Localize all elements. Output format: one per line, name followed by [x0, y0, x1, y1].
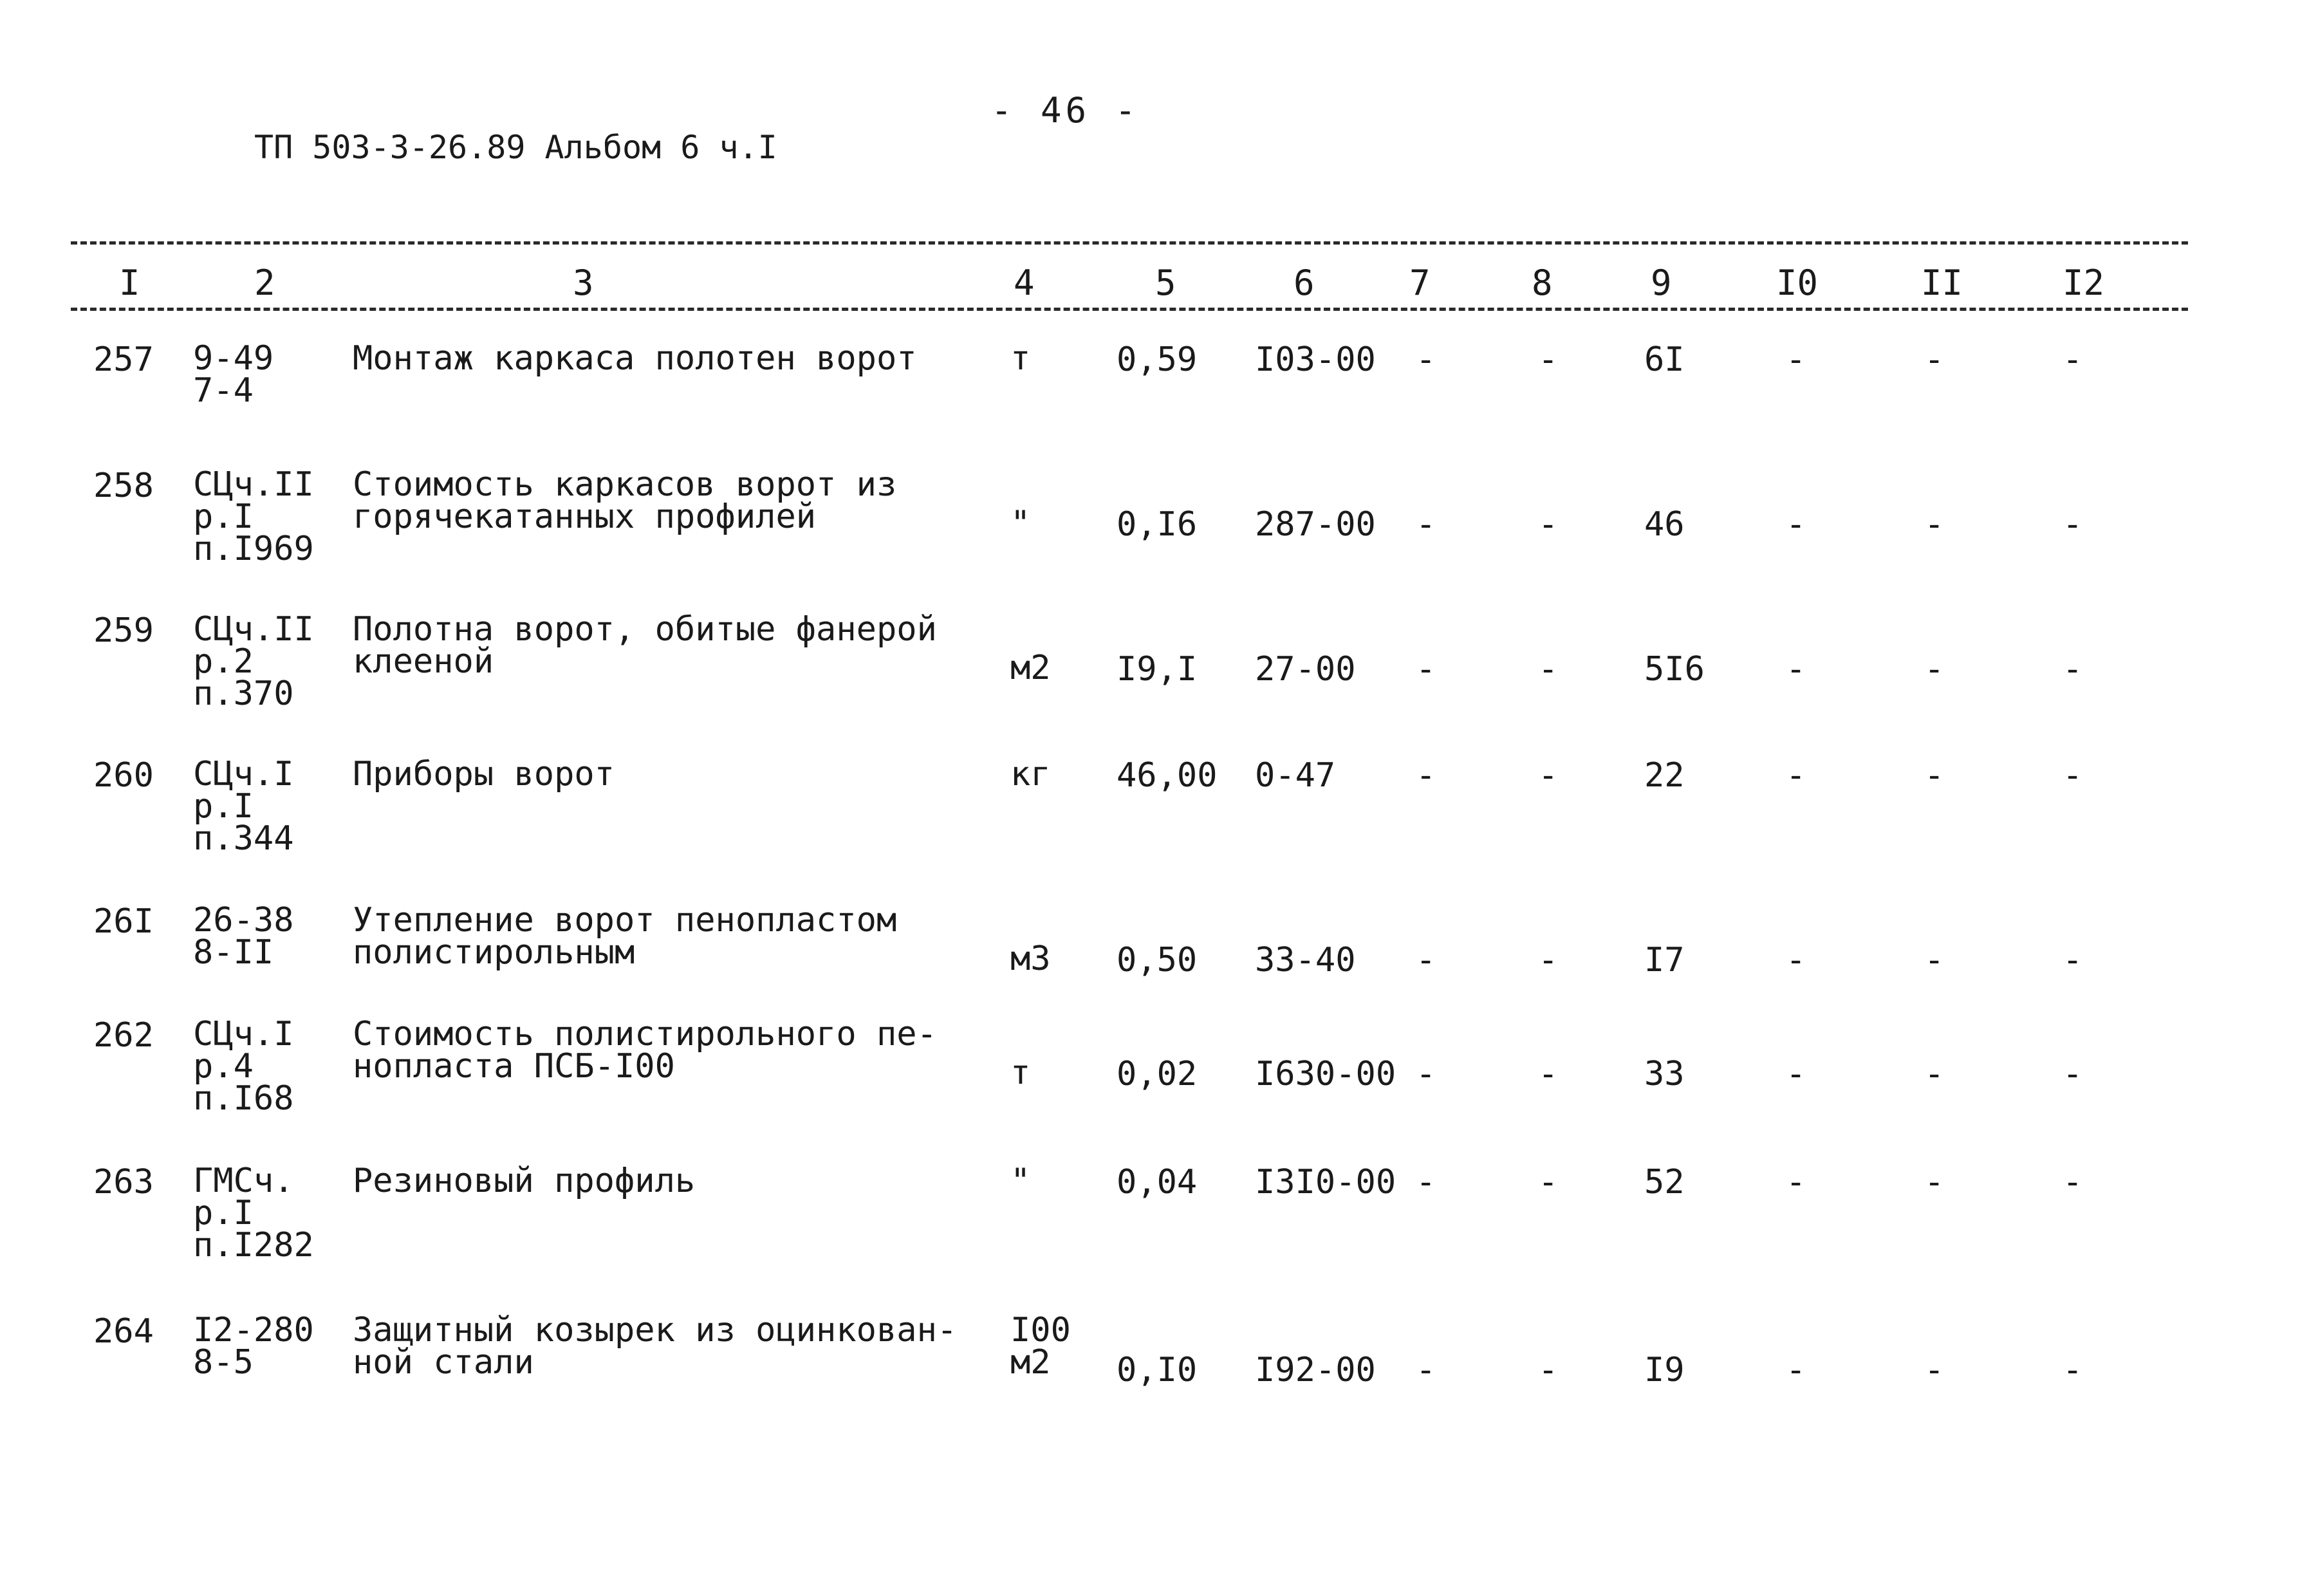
cell-reference: СЦч.I — [193, 1015, 294, 1053]
cell-number: 258 — [93, 467, 154, 505]
cell-c11: - — [1924, 941, 1945, 979]
cell-description: клееной — [353, 642, 494, 681]
cell-c9: 5I6 — [1644, 650, 1705, 689]
cell-unit: кг — [1010, 755, 1051, 793]
cell-reference: п.I969 — [193, 530, 314, 568]
cell-price: I630-00 — [1255, 1055, 1396, 1093]
cell-price: 27-00 — [1255, 650, 1356, 689]
cell-c7: - — [1416, 1055, 1436, 1093]
column-header: 8 — [1532, 263, 1553, 303]
column-header: 5 — [1155, 263, 1176, 303]
cell-c8: - — [1538, 650, 1559, 689]
cell-c8: - — [1538, 340, 1559, 379]
cell-c10: - — [1786, 1351, 1806, 1389]
cell-price: I92-00 — [1255, 1351, 1376, 1389]
column-header: I0 — [1776, 263, 1819, 303]
cell-c11: - — [1924, 1163, 1945, 1202]
cell-unit: м2 — [1010, 649, 1051, 687]
cell-c11: - — [1924, 1055, 1945, 1093]
cell-reference: I2-280 — [193, 1311, 314, 1350]
cell-c10: - — [1786, 340, 1806, 379]
cell-description: нопласта ПСБ-I00 — [353, 1047, 675, 1086]
cell-reference: р.4 — [193, 1047, 254, 1086]
cell-description: Утепление ворот пенопластом — [353, 901, 897, 940]
cell-c7: - — [1416, 1351, 1436, 1389]
column-header: 6 — [1293, 263, 1315, 303]
cell-c7: - — [1416, 1163, 1436, 1202]
cell-c12: - — [2063, 756, 2083, 795]
cell-unit: м3 — [1010, 940, 1051, 978]
cell-qty: 0,02 — [1117, 1055, 1198, 1093]
cell-price: I03-00 — [1255, 340, 1376, 379]
column-header: 3 — [573, 263, 594, 303]
cell-c7: - — [1416, 756, 1436, 795]
cell-reference: СЦч.II — [193, 465, 314, 504]
cell-c11: - — [1924, 650, 1945, 689]
cell-unit: т — [1010, 1053, 1031, 1092]
cell-description: Полотна ворот, обитые фанерой — [353, 610, 937, 649]
cell-number: 257 — [93, 340, 154, 379]
cell-c11: - — [1924, 505, 1945, 544]
column-header: I2 — [2063, 263, 2105, 303]
column-header: 4 — [1014, 263, 1035, 303]
cell-number: 26I — [93, 902, 154, 941]
cell-price: 287-00 — [1255, 505, 1376, 544]
cell-number: 264 — [93, 1312, 154, 1351]
cell-price: 33-40 — [1255, 941, 1356, 979]
cell-description: ной стали — [353, 1343, 534, 1382]
cell-number: 263 — [93, 1163, 154, 1202]
cell-description: полистирольным — [353, 933, 635, 972]
cell-c12: - — [2063, 650, 2083, 689]
cell-c9: 6I — [1644, 340, 1685, 379]
cell-qty: 0,50 — [1117, 941, 1198, 979]
cell-unit: м2 — [1010, 1343, 1051, 1382]
cell-c11: - — [1924, 1351, 1945, 1389]
cell-reference: р.2 — [193, 642, 254, 681]
document-header: ТП 503-3-26.89 Альбом 6 ч.I — [254, 129, 777, 166]
cell-c9: 33 — [1644, 1055, 1685, 1093]
cell-price: 0-47 — [1255, 756, 1336, 795]
table-header-rule — [71, 308, 2188, 311]
cell-reference: 26-38 — [193, 901, 294, 940]
cell-reference: р.I — [193, 497, 254, 536]
cell-reference: п.I68 — [193, 1079, 294, 1118]
cell-reference: СЦч.II — [193, 610, 314, 649]
column-header: 2 — [254, 263, 275, 303]
cell-c10: - — [1786, 650, 1806, 689]
cell-unit: I00 — [1010, 1311, 1071, 1350]
cell-c8: - — [1538, 505, 1559, 544]
cell-reference: п.I282 — [193, 1226, 314, 1265]
cell-number: 260 — [93, 756, 154, 795]
cell-c12: - — [2063, 505, 2083, 544]
cell-reference: п.344 — [193, 819, 294, 858]
cell-unit: " — [1010, 1162, 1031, 1200]
column-header: II — [1921, 263, 1963, 303]
column-header: 7 — [1409, 263, 1431, 303]
cell-c12: - — [2063, 941, 2083, 979]
cell-description: Приборы ворот — [353, 755, 615, 793]
cell-c8: - — [1538, 1351, 1559, 1389]
page-number: - 46 - — [991, 90, 1140, 131]
cell-c7: - — [1416, 505, 1436, 544]
cell-reference: 9-49 — [193, 339, 274, 378]
cell-qty: I9,I — [1117, 650, 1198, 689]
cell-c11: - — [1924, 340, 1945, 379]
cell-c9: I7 — [1644, 941, 1685, 979]
cell-qty: 0,I6 — [1117, 505, 1198, 544]
cell-reference: р.I — [193, 1194, 254, 1232]
cell-unit: т — [1010, 339, 1031, 378]
cell-c10: - — [1786, 756, 1806, 795]
cell-reference: 7-4 — [193, 371, 254, 410]
cell-description: Стоимость каркасов ворот из — [353, 465, 897, 504]
table-top-rule — [71, 241, 2188, 245]
cell-qty: 0,04 — [1117, 1163, 1198, 1202]
cell-description: Стоимость полистирольного пе- — [353, 1015, 937, 1053]
cell-description: горячекатанных профилей — [353, 497, 817, 536]
cell-c10: - — [1786, 1163, 1806, 1202]
cell-qty: 0,59 — [1117, 340, 1198, 379]
cell-c12: - — [2063, 1163, 2083, 1202]
cell-reference: ГМСч. — [193, 1162, 294, 1200]
cell-c12: - — [2063, 1055, 2083, 1093]
cell-c7: - — [1416, 941, 1436, 979]
cell-c9: 22 — [1644, 756, 1685, 795]
cell-c9: 52 — [1644, 1163, 1685, 1202]
cell-c8: - — [1538, 756, 1559, 795]
cell-number: 259 — [93, 611, 154, 650]
cell-c11: - — [1924, 756, 1945, 795]
cell-description: Резиновый профиль — [353, 1162, 696, 1200]
cell-qty: 46,00 — [1117, 756, 1218, 795]
cell-c12: - — [2063, 1351, 2083, 1389]
cell-c8: - — [1538, 1163, 1559, 1202]
column-header: 9 — [1651, 263, 1672, 303]
cell-c9: I9 — [1644, 1351, 1685, 1389]
cell-c10: - — [1786, 1055, 1806, 1093]
cell-c10: - — [1786, 941, 1806, 979]
cell-c7: - — [1416, 340, 1436, 379]
cell-c12: - — [2063, 340, 2083, 379]
cell-c7: - — [1416, 650, 1436, 689]
cell-c8: - — [1538, 1055, 1559, 1093]
cell-c8: - — [1538, 941, 1559, 979]
cell-unit: " — [1010, 504, 1031, 543]
cell-reference: п.370 — [193, 674, 294, 713]
cell-number: 262 — [93, 1016, 154, 1055]
cell-c10: - — [1786, 505, 1806, 544]
cell-qty: 0,I0 — [1117, 1351, 1198, 1389]
cell-description: Монтаж каркаса полотен ворот — [353, 339, 917, 378]
cell-price: I3I0-00 — [1255, 1163, 1396, 1202]
cell-reference: 8-5 — [193, 1343, 254, 1382]
cell-reference: СЦч.I — [193, 755, 294, 793]
cell-c9: 46 — [1644, 505, 1685, 544]
column-header: I — [119, 263, 140, 303]
cell-reference: р.I — [193, 787, 254, 826]
cell-description: Защитный козырек из оцинкован- — [353, 1311, 958, 1350]
cell-reference: 8-II — [193, 933, 274, 972]
